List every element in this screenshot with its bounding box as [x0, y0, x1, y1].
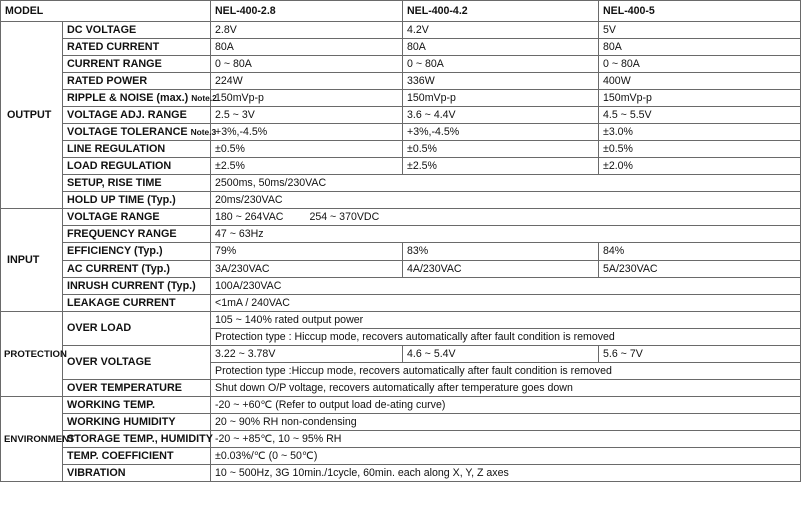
cell-value: 224W: [211, 73, 403, 90]
row-label: DC VOLTAGE: [63, 22, 211, 39]
protection-type: Protection type :Hiccup mode, recovers automatically after fault condition is removed: [211, 363, 801, 380]
row-label: EFFICIENCY (Typ.): [63, 243, 211, 261]
cell-value: 3.22 ~ 3.78V: [211, 346, 403, 363]
cell-value: 0 ~ 80A: [211, 56, 403, 73]
table-row: [1, 124, 801, 141]
cell-value: ±0.5%: [403, 141, 599, 158]
model-name: NEL-400-4.2: [403, 1, 599, 22]
cell-value: ±0.03%/℃ (0 ~ 50℃): [211, 448, 801, 465]
cell-value: +3%,-4.5%: [211, 124, 403, 141]
table-row: [1, 22, 801, 39]
dc-range: 254 ~ 370VDC: [309, 210, 380, 223]
row-label: [63, 90, 217, 107]
cell-value: ±2.0%: [599, 158, 801, 175]
row-label: INRUSH CURRENT (Typ.): [63, 278, 211, 295]
cell-value: [211, 209, 801, 226]
cell-value: 80A: [599, 39, 801, 56]
cell-value: 150mVp-p: [403, 90, 599, 107]
model-name: NEL-400-2.8: [211, 1, 403, 22]
table-row: [1, 465, 801, 482]
cell-value: 2.5 ~ 3V: [211, 107, 403, 124]
model-name: NEL-400-5: [599, 1, 801, 22]
cell-value: +3%,-4.5%: [403, 124, 599, 141]
row-label: OVER LOAD: [63, 312, 211, 346]
table-row: [1, 448, 801, 465]
ac-range: 180 ~ 264VAC: [215, 210, 284, 223]
table-row: [1, 431, 801, 448]
cell-value: <1mA / 240VAC: [211, 295, 801, 312]
cell-value: 400W: [599, 73, 801, 90]
cell-value: 4A/230VAC: [403, 261, 599, 278]
row-label: AC CURRENT (Typ.): [63, 261, 211, 278]
cell-value: ±2.5%: [403, 158, 599, 175]
cell-value: Shut down O/P voltage, recovers automatically after temperature goes down: [211, 380, 801, 397]
row-label: HOLD UP TIME (Typ.): [63, 192, 211, 209]
table-row: [1, 90, 801, 107]
row-label: CURRENT RANGE: [63, 56, 211, 73]
row-label: SETUP, RISE TIME: [63, 175, 211, 192]
table-row: [1, 226, 801, 243]
row-label: FREQUENCY RANGE: [63, 226, 211, 243]
table-row: [1, 243, 801, 261]
row-label: OVER TEMPERATURE: [63, 380, 211, 397]
model-label: MODEL: [1, 1, 211, 22]
row-label: WORKING TEMP.: [63, 397, 211, 414]
cell-value: 20 ~ 90% RH non-condensing: [211, 414, 801, 431]
cell-value: 105 ~ 140% rated output power: [211, 312, 801, 329]
row-label: TEMP. COEFFICIENT: [63, 448, 211, 465]
row-note: Note.2: [191, 92, 217, 103]
table-row: [1, 261, 801, 278]
cell-value: ±3.0%: [599, 124, 801, 141]
cell-value: -20 ~ +85℃, 10 ~ 95% RH: [211, 431, 801, 448]
table-row: [1, 380, 801, 397]
cell-value: 47 ~ 63Hz: [211, 226, 801, 243]
cell-value: 4.5 ~ 5.5V: [599, 107, 801, 124]
cell-value: 0 ~ 80A: [599, 56, 801, 73]
cell-value: 5.6 ~ 7V: [599, 346, 801, 363]
table-row: [1, 56, 801, 73]
cell-value: 79%: [211, 243, 403, 261]
cell-value: ±0.5%: [211, 141, 403, 158]
row-label-text: RIPPLE & NOISE (max.): [67, 91, 189, 104]
table-row: [1, 209, 801, 226]
category-protection: PROTECTION: [1, 312, 63, 397]
table-row: [1, 278, 801, 295]
table-row: [1, 141, 801, 158]
cell-value: 0 ~ 80A: [403, 56, 599, 73]
table-row: [1, 158, 801, 175]
cell-value: 20ms/230VAC: [211, 192, 801, 209]
cell-value: ±2.5%: [211, 158, 403, 175]
cell-value: -20 ~ +60℃ (Refer to output load de-ating curve): [211, 397, 801, 414]
table-row: [1, 192, 801, 209]
row-label: STORAGE TEMP., HUMIDITY: [63, 431, 211, 448]
cell-value: 5A/230VAC: [599, 261, 801, 278]
table-row: [1, 312, 801, 329]
category-input: INPUT: [1, 209, 63, 312]
cell-value: 3.6 ~ 4.4V: [403, 107, 599, 124]
row-label: RATED CURRENT: [63, 39, 211, 56]
row-label: VIBRATION: [63, 465, 211, 482]
row-label: VOLTAGE ADJ. RANGE: [63, 107, 211, 124]
cell-value: 10 ~ 500Hz, 3G 10min./1cycle, 60min. each along X, Y, Z axes: [211, 465, 801, 482]
table-row: [1, 295, 801, 312]
table-row: [1, 346, 801, 363]
protection-type: Protection type : Hiccup mode, recovers automatically after fault condition is removed: [211, 329, 801, 346]
table-row: [1, 73, 801, 90]
row-note: Note.3: [190, 126, 217, 137]
model-row: [1, 1, 801, 22]
row-label-text: VOLTAGE TOLERANCE: [67, 125, 188, 138]
table-row: [1, 414, 801, 431]
cell-value: 150mVp-p: [599, 90, 801, 107]
cell-value: 150mVp-p: [211, 90, 403, 107]
row-label: LINE REGULATION: [63, 141, 211, 158]
cell-value: 2500ms, 50ms/230VAC: [211, 175, 801, 192]
table-row: [1, 39, 801, 56]
cell-value: 80A: [403, 39, 599, 56]
cell-value: 80A: [211, 39, 403, 56]
cell-value: 100A/230VAC: [211, 278, 801, 295]
row-label: RATED POWER: [63, 73, 211, 90]
cell-value: ±0.5%: [599, 141, 801, 158]
category-output: OUTPUT: [1, 22, 63, 209]
category-environment: ENVIRONMENT: [1, 397, 63, 482]
cell-value: 3A/230VAC: [211, 261, 403, 278]
row-label: WORKING HUMIDITY: [63, 414, 211, 431]
row-label: LEAKAGE CURRENT: [63, 295, 211, 312]
cell-value: 4.2V: [403, 22, 599, 39]
cell-value: 84%: [599, 243, 801, 261]
cell-value: 2.8V: [211, 22, 403, 39]
row-label: [63, 124, 217, 141]
table-row: [1, 397, 801, 414]
row-label: LOAD REGULATION: [63, 158, 211, 175]
row-label: OVER VOLTAGE: [63, 346, 211, 380]
table-row: [1, 175, 801, 192]
table-row: [1, 107, 801, 124]
cell-value: 4.6 ~ 5.4V: [403, 346, 599, 363]
cell-value: 336W: [403, 73, 599, 90]
cell-value: 83%: [403, 243, 599, 261]
row-label: VOLTAGE RANGE: [63, 209, 211, 226]
cell-value: 5V: [599, 22, 801, 39]
